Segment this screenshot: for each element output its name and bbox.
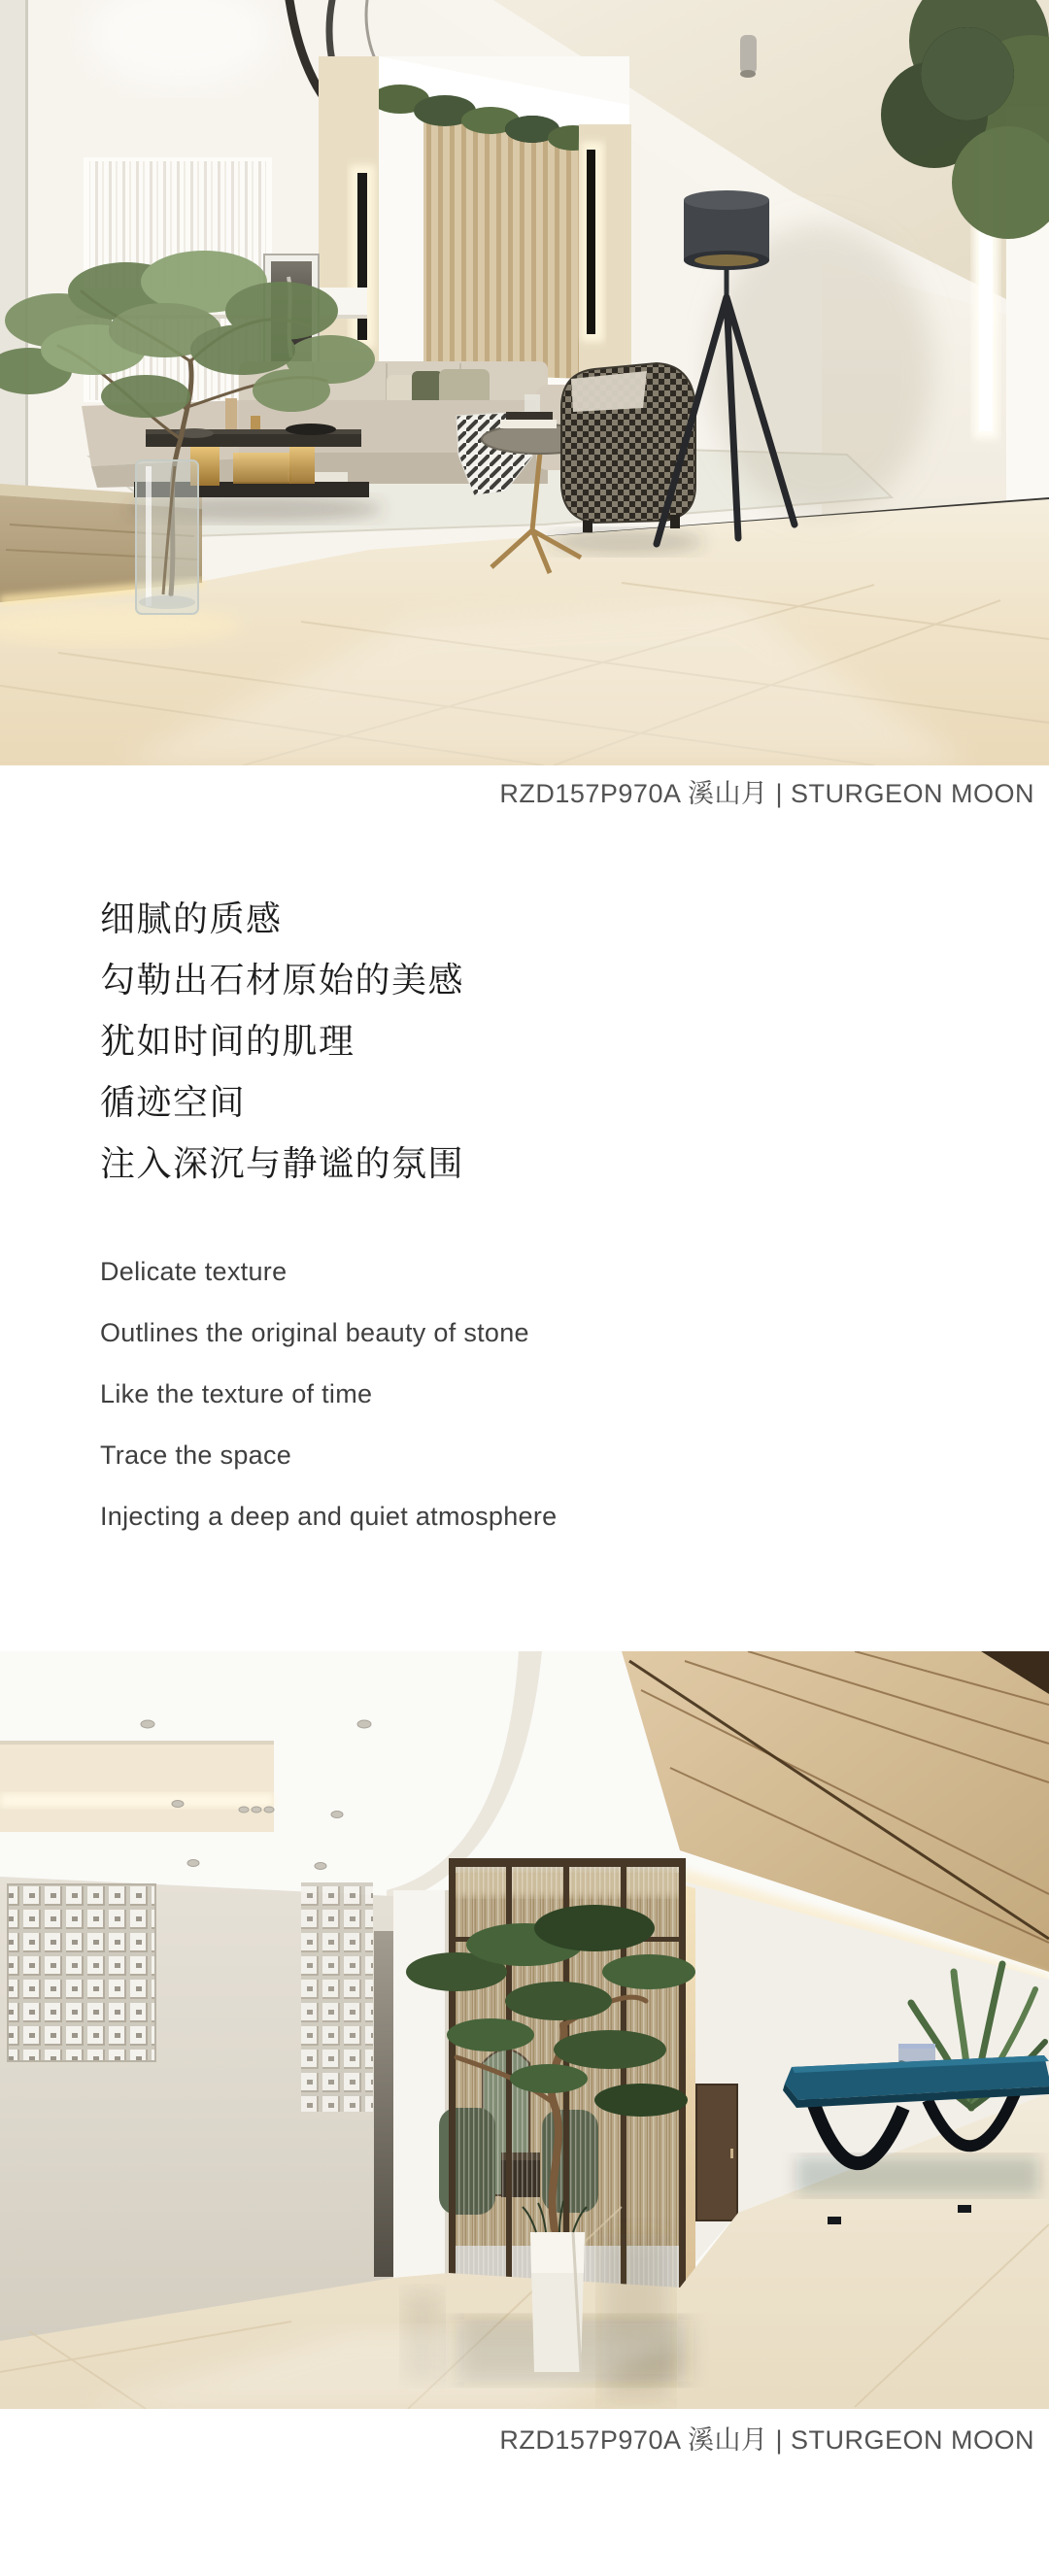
photo1-caption: RZD157P970A 溪山月 | STURGEON MOON — [499, 779, 1034, 808]
poem-en-line: Outlines the original beauty of stone — [100, 1318, 529, 1347]
poem-en-line: Delicate texture — [100, 1257, 288, 1286]
left-wall — [0, 1877, 450, 2343]
glass-vase — [136, 460, 198, 614]
poem-cn-line: 注入深沉与静谧的氛围 — [100, 1143, 465, 1183]
living-room-render — [0, 0, 1049, 765]
armchair — [561, 363, 695, 532]
poem-english — [100, 1241, 557, 1547]
poem-cn-line: 犹如时间的肌理 — [100, 1021, 355, 1061]
photo-living-room — [0, 0, 1049, 765]
photo2-caption: RZD157P970A 溪山月 | STURGEON MOON — [499, 2425, 1034, 2455]
poem-cn-line: 循迹空间 — [100, 1082, 247, 1122]
poem-cn-line: 勾勒出石材原始的美感 — [100, 960, 465, 1000]
poem-cn-line: 细腻的质感 — [100, 898, 283, 938]
poem-en-line: Trace the space — [100, 1441, 292, 1470]
poem-en-line: Injecting a deep and quiet atmosphere — [100, 1502, 558, 1531]
photo-lobby — [0, 1651, 1049, 2409]
lobby-render — [0, 1651, 1049, 2409]
poem-chinese — [100, 888, 464, 1194]
poem-en-line: Like the texture of time — [100, 1379, 373, 1408]
